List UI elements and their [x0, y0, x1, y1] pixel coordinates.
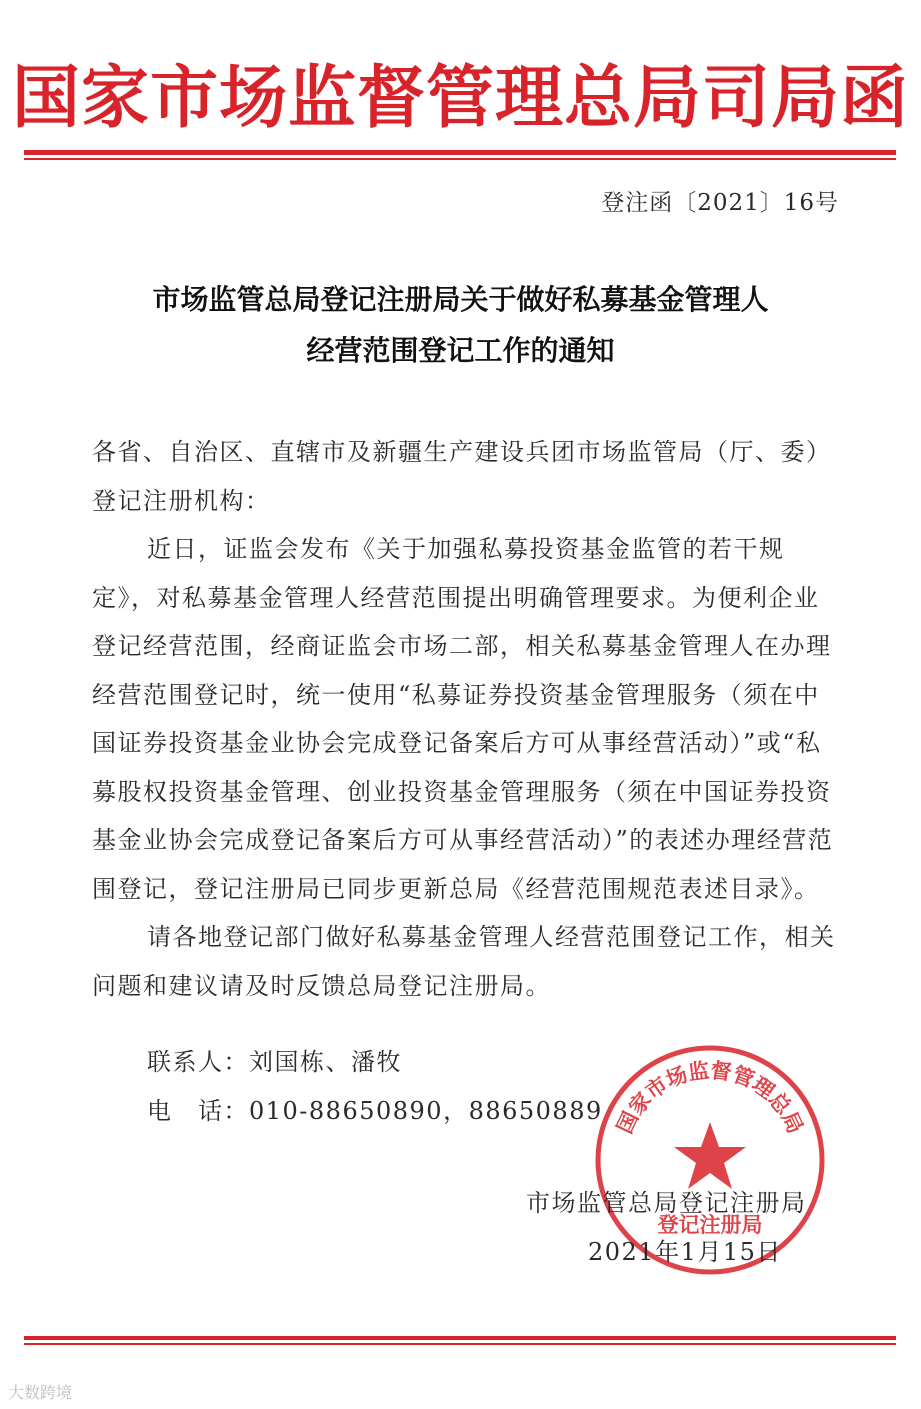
issue-date: 2021年1月15日	[588, 1238, 782, 1266]
salutation: 各省、自治区、直辖市及新疆生产建设兵团市场监管局（厅、委）登记注册机构：	[92, 438, 832, 515]
phone-line: 电 话：010-88650890，88650889	[147, 1097, 603, 1125]
body-text	[92, 428, 840, 1010]
title-line-1: 市场监管总局登记注册局关于做好私募基金管理人	[152, 283, 769, 316]
header-rule-thin	[24, 158, 896, 160]
red-star-icon	[674, 1122, 746, 1189]
title-line-2: 经营范围登记工作的通知	[306, 334, 615, 367]
paragraph-2: 请各地登记部门做好私募基金管理人经营范围登记工作，相关问题和建议请及时反馈总局登记注册局。	[92, 923, 836, 1000]
issuer-name: 市场监管总局登记注册局	[526, 1189, 807, 1217]
svg-text:登记注册局: 登记注册局	[657, 1212, 763, 1237]
footer-rule-thick	[24, 1336, 896, 1340]
svg-text:国家市场监督管理总局: 国家市场监督管理总局	[611, 1057, 809, 1138]
document-number: 登注函〔2021〕16号	[601, 190, 839, 216]
masthead: 国家市场监督管理总局司局函	[11, 58, 909, 138]
footer-rule-thin	[24, 1343, 896, 1345]
contact-line: 联系人：刘国栋、潘牧	[147, 1048, 402, 1076]
watermark: 大数跨境	[8, 1383, 73, 1402]
header-rule-thick	[24, 150, 896, 155]
paragraph-1: 近日，证监会发布《关于加强私募投资基金监管的若干规定》，对私募基金管理人经营范围提出明确管理要求。为便利企业登记经营范围，经商证监会市场二部，相关私募基金管理人在办理经营范围登记时，统一使用“私募证券投资基金管理服务（须在中国证券投资基金业协会完成登记备案后方可从事经营活动）”或“私募股权投资基金管理、创业投资基金管理服务（须在中国证券投资基金业协会完成登记备案后方可从事经营活动）”的表述办理经营范围登记，登记注册局已同步更新总局《经营范围规范表述目录》。	[92, 535, 834, 903]
